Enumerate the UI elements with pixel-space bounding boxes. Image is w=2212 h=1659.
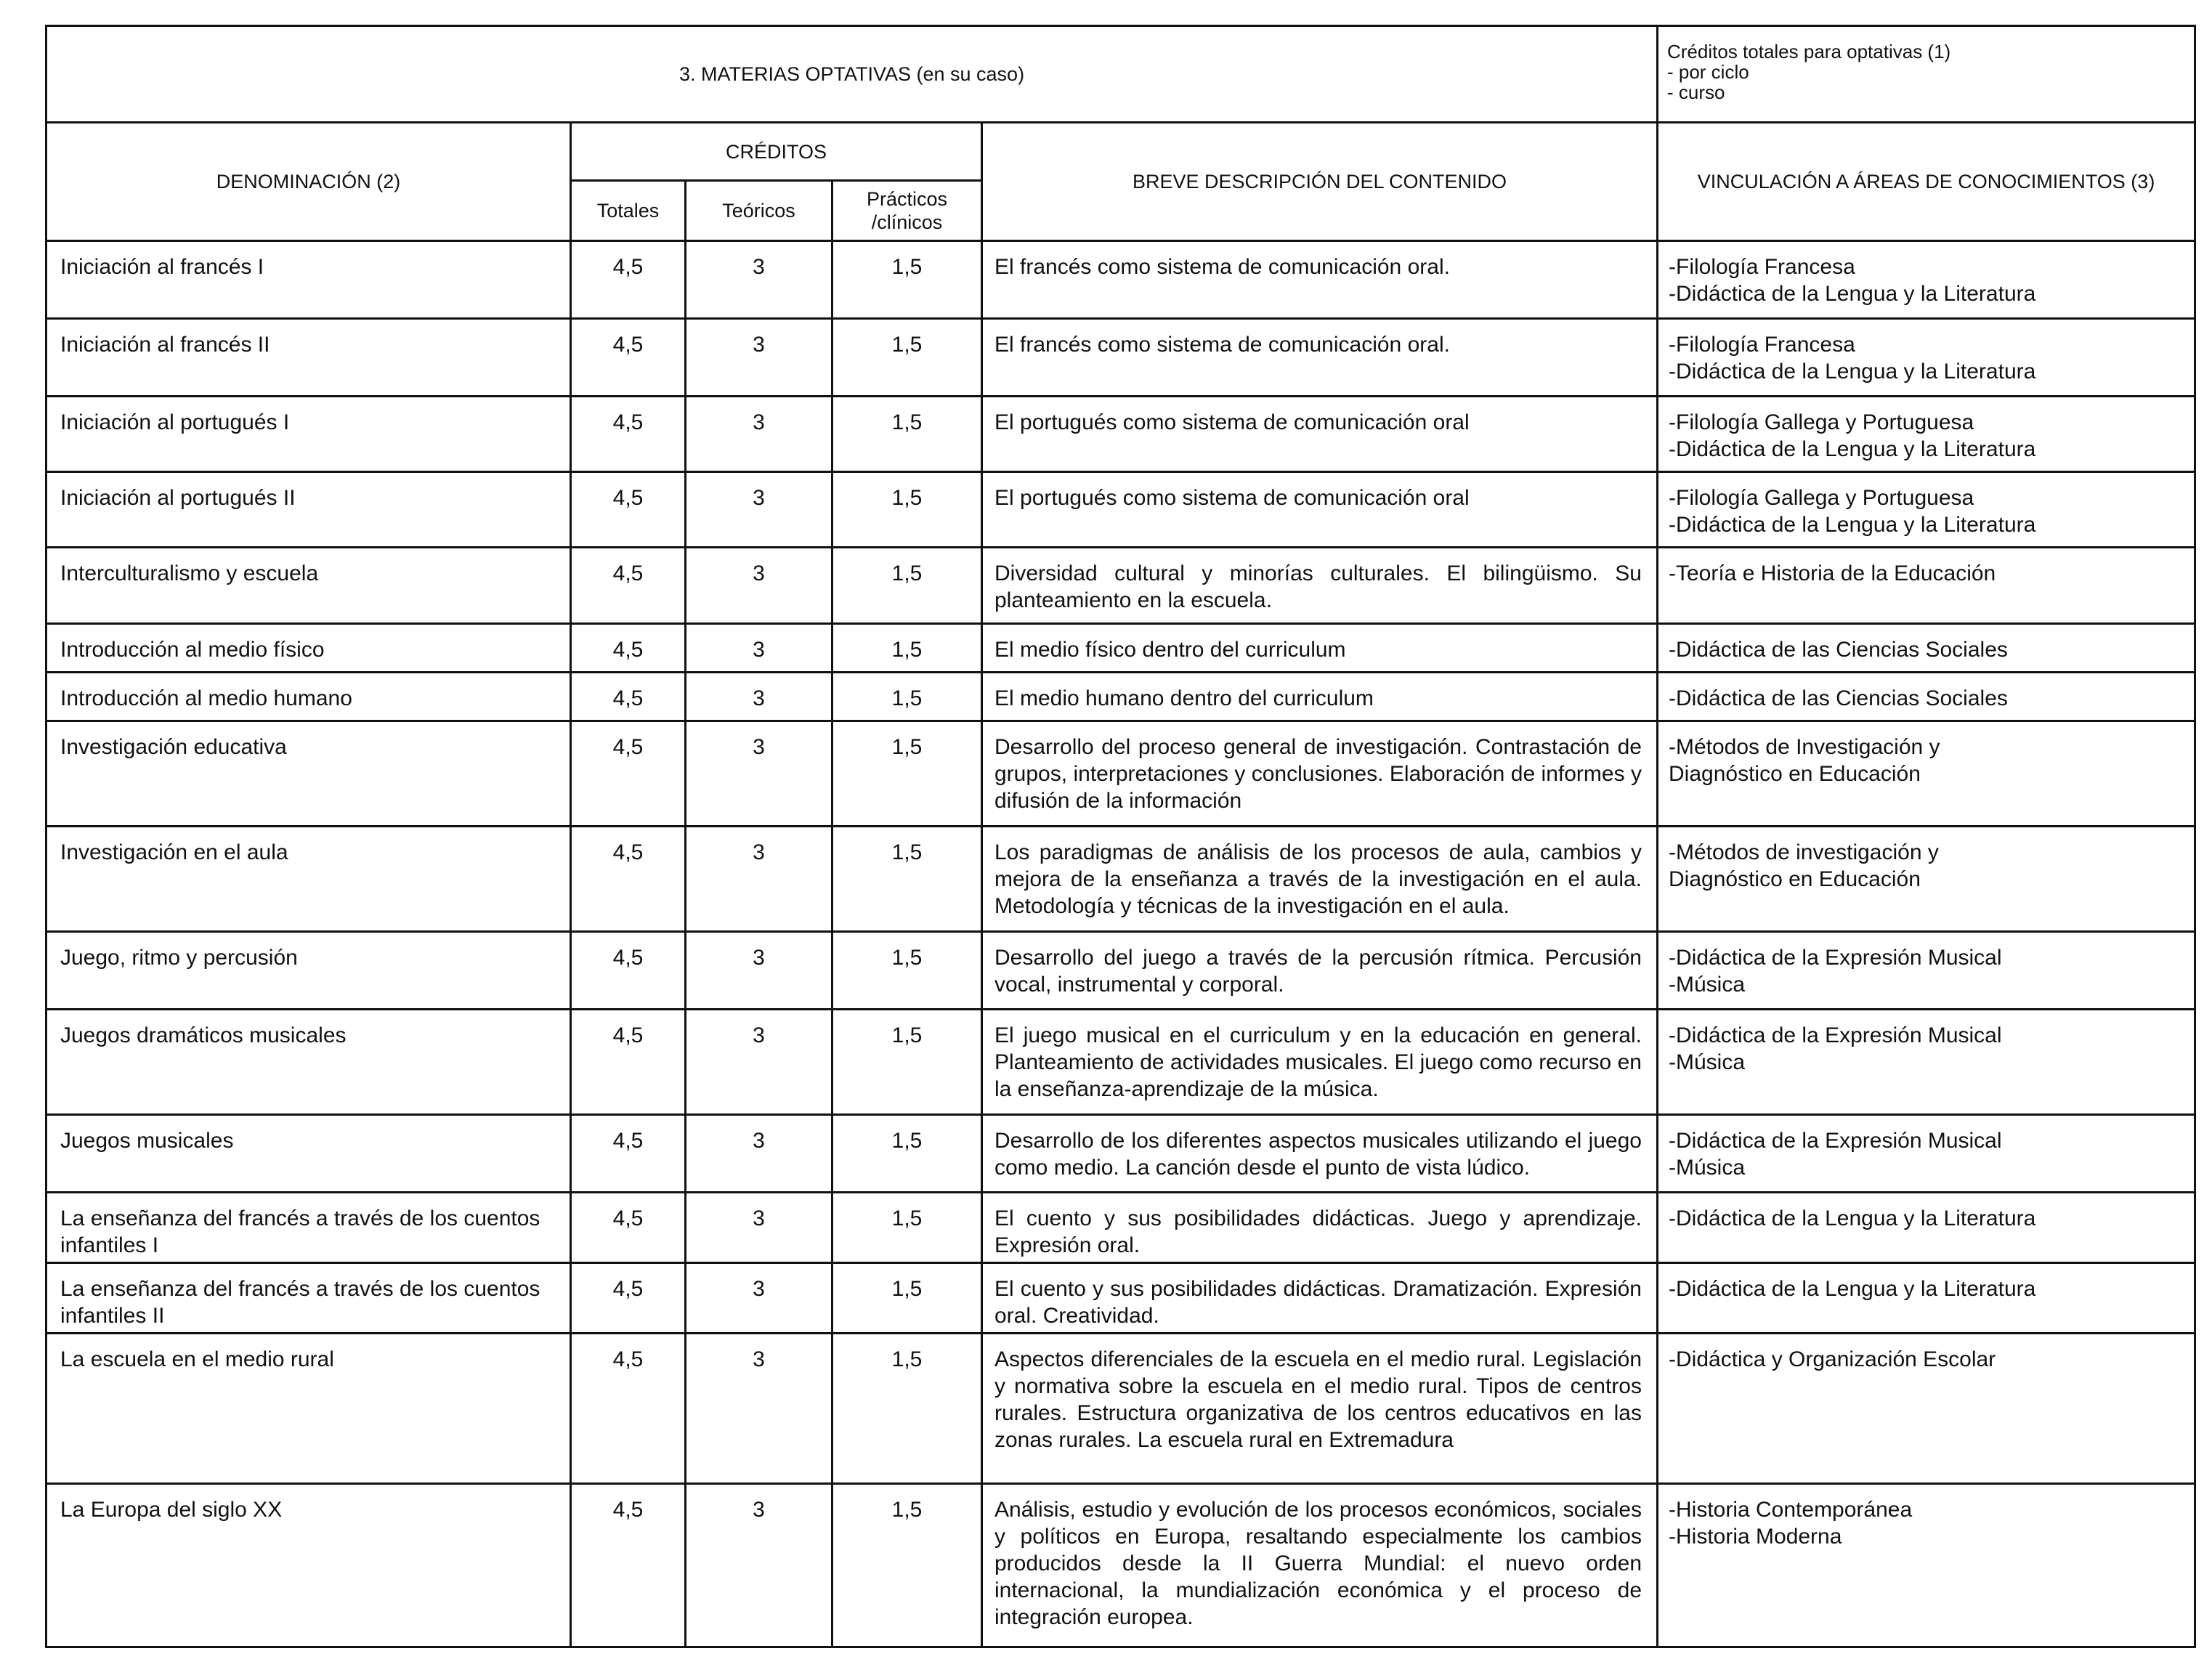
knowledge-areas bbox=[1658, 624, 2195, 673]
credits-totales: 4,5 bbox=[571, 1263, 686, 1334]
knowledge-area: -Didáctica de la Lengua y la Literatura bbox=[1669, 1277, 2036, 1301]
section-title: 3. MATERIAS OPTATIVAS (en su caso) bbox=[46, 26, 1658, 123]
knowledge-areas bbox=[1658, 1193, 2195, 1263]
content-description: El medio físico dentro del curriculum bbox=[982, 624, 1658, 673]
credits-totales: 4,5 bbox=[571, 1334, 686, 1484]
knowledge-area: -Música bbox=[1669, 1156, 1746, 1180]
credits-practicos: 1,5 bbox=[832, 932, 982, 1010]
credits-total-line3: - curso bbox=[1667, 81, 1725, 103]
credits-totales: 4,5 bbox=[571, 1484, 686, 1647]
content-description: El francés como sistema de comunicación oral. bbox=[982, 319, 1658, 397]
credits-teoricos: 3 bbox=[686, 1010, 832, 1115]
credits-practicos: 1,5 bbox=[832, 1193, 982, 1263]
content-description: Los paradigmas de análisis de los procesos de aula, cambios y mejora de la enseñanza a través de la investigación en el aula. Metodología y técnicas de la investigación en el aula. bbox=[982, 827, 1658, 932]
section-header-row bbox=[46, 26, 2195, 123]
credits-teoricos: 3 bbox=[686, 1334, 832, 1484]
credits-totales: 4,5 bbox=[571, 721, 686, 827]
subject-name: Introducción al medio físico bbox=[46, 624, 571, 673]
credits-teoricos: 3 bbox=[686, 673, 832, 721]
credits-practicos: 1,5 bbox=[832, 397, 982, 472]
knowledge-areas bbox=[1658, 1484, 2195, 1647]
header-practicos-line2: /clínicos bbox=[871, 211, 943, 233]
knowledge-area: -Didáctica de las Ciencias Sociales bbox=[1669, 638, 2008, 662]
table-row bbox=[46, 241, 2195, 319]
subject-name: Iniciación al francés I bbox=[46, 241, 571, 319]
knowledge-area: -Música bbox=[1669, 1050, 1746, 1074]
credits-totales: 4,5 bbox=[571, 472, 686, 548]
credits-totales: 4,5 bbox=[571, 319, 686, 397]
subject-name: La Europa del siglo XX bbox=[46, 1484, 571, 1647]
credits-practicos: 1,5 bbox=[832, 1115, 982, 1193]
credits-practicos: 1,5 bbox=[832, 241, 982, 319]
content-description: Desarrollo del juego a través de la percusión rítmica. Percusión vocal, instrumental y corporal. bbox=[982, 932, 1658, 1010]
knowledge-area: -Didáctica de las Ciencias Sociales bbox=[1669, 686, 2008, 710]
credits-practicos: 1,5 bbox=[832, 548, 982, 624]
credits-total-line1: Créditos totales para optativas (1) bbox=[1667, 41, 1951, 62]
credits-totales: 4,5 bbox=[571, 673, 686, 721]
knowledge-area: -Didáctica de la Lengua y la Literatura bbox=[1669, 360, 2036, 384]
credits-practicos: 1,5 bbox=[832, 1484, 982, 1647]
subject-name: Iniciación al portugués I bbox=[46, 397, 571, 472]
subject-name: Iniciación al portugués II bbox=[46, 472, 571, 548]
credits-teoricos: 3 bbox=[686, 241, 832, 319]
credits-teoricos: 3 bbox=[686, 1263, 832, 1334]
credits-practicos: 1,5 bbox=[832, 624, 982, 673]
subject-name: La enseñanza del francés a través de los cuentos infantiles I bbox=[46, 1193, 571, 1263]
content-description: El francés como sistema de comunicación oral. bbox=[982, 241, 1658, 319]
knowledge-areas bbox=[1658, 397, 2195, 472]
content-description: El cuento y sus posibilidades didácticas. Juego y aprendizaje. Expresión oral. bbox=[982, 1193, 1658, 1263]
header-descripcion: BREVE DESCRIPCIÓN DEL CONTENIDO bbox=[982, 123, 1658, 241]
table-row bbox=[46, 624, 2195, 673]
knowledge-area: -Música bbox=[1669, 973, 1746, 997]
column-header-row-1 bbox=[46, 123, 2195, 181]
header-practicos bbox=[832, 181, 982, 241]
content-description: El medio humano dentro del curriculum bbox=[982, 673, 1658, 721]
credits-teoricos: 3 bbox=[686, 548, 832, 624]
knowledge-areas bbox=[1658, 548, 2195, 624]
credits-practicos: 1,5 bbox=[832, 721, 982, 827]
credits-teoricos: 3 bbox=[686, 1193, 832, 1263]
table-row bbox=[46, 1263, 2195, 1334]
knowledge-area: -Métodos de investigación y bbox=[1669, 840, 1939, 864]
subject-name: Juegos dramáticos musicales bbox=[46, 1010, 571, 1115]
knowledge-area: -Teoría e Historia de la Educación bbox=[1669, 561, 1996, 585]
table-row bbox=[46, 932, 2195, 1010]
content-description: El portugués como sistema de comunicación oral bbox=[982, 397, 1658, 472]
content-description: El cuento y sus posibilidades didácticas. Dramatización. Expresión oral. Creatividad. bbox=[982, 1263, 1658, 1334]
subject-name: Introducción al medio humano bbox=[46, 673, 571, 721]
table-row bbox=[46, 1010, 2195, 1115]
optativas-document bbox=[45, 25, 2194, 1648]
credits-teoricos: 3 bbox=[686, 827, 832, 932]
knowledge-areas bbox=[1658, 1334, 2195, 1484]
knowledge-area: Diagnóstico en Educación bbox=[1669, 867, 1921, 891]
table-row bbox=[46, 1484, 2195, 1647]
credits-teoricos: 3 bbox=[686, 1484, 832, 1647]
knowledge-areas bbox=[1658, 721, 2195, 827]
subject-name: Investigación en el aula bbox=[46, 827, 571, 932]
credits-totales: 4,5 bbox=[571, 827, 686, 932]
table-body bbox=[46, 26, 2195, 1647]
credits-teoricos: 3 bbox=[686, 472, 832, 548]
knowledge-area: -Didáctica de la Lengua y la Literatura bbox=[1669, 437, 2036, 461]
credits-teoricos: 3 bbox=[686, 319, 832, 397]
credits-practicos: 1,5 bbox=[832, 827, 982, 932]
knowledge-areas bbox=[1658, 932, 2195, 1010]
credits-practicos: 1,5 bbox=[832, 1010, 982, 1115]
credits-totales: 4,5 bbox=[571, 624, 686, 673]
subject-name: Iniciación al francés II bbox=[46, 319, 571, 397]
table-row bbox=[46, 548, 2195, 624]
knowledge-areas bbox=[1658, 673, 2195, 721]
content-description: Desarrollo de los diferentes aspectos musicales utilizando el juego como medio. La canción desde el punto de vista lúdico. bbox=[982, 1115, 1658, 1193]
credits-teoricos: 3 bbox=[686, 721, 832, 827]
content-description: El juego musical en el curriculum y en la educación en general. Planteamiento de actividades musicales. El juego como recurso en la enseñanza-aprendizaje de la música. bbox=[982, 1010, 1658, 1115]
knowledge-area: -Métodos de Investigación y bbox=[1669, 735, 1940, 759]
knowledge-areas bbox=[1658, 1115, 2195, 1193]
subject-name: La escuela en el medio rural bbox=[46, 1334, 571, 1484]
credits-totales: 4,5 bbox=[571, 548, 686, 624]
credits-practicos: 1,5 bbox=[832, 472, 982, 548]
table-row bbox=[46, 673, 2195, 721]
knowledge-area: -Didáctica de la Expresión Musical bbox=[1669, 1023, 2002, 1047]
table-row bbox=[46, 1334, 2195, 1484]
table-row bbox=[46, 472, 2195, 548]
credits-totales: 4,5 bbox=[571, 1115, 686, 1193]
table-row bbox=[46, 319, 2195, 397]
content-description: Desarrollo del proceso general de investigación. Contrastación de grupos, interpretaciones y conclusiones. Elaboración de informes y difusión de la información bbox=[982, 721, 1658, 827]
header-creditos: CRÉDITOS bbox=[571, 123, 982, 181]
subject-name: La enseñanza del francés a través de los cuentos infantiles II bbox=[46, 1263, 571, 1334]
credits-totales: 4,5 bbox=[571, 1193, 686, 1263]
content-description: Diversidad cultural y minorías culturales. El bilingüismo. Su planteamiento en la escuela. bbox=[982, 548, 1658, 624]
content-description: Análisis, estudio y evolución de los procesos económicos, sociales y políticos en Europa, resaltando especialmente los cambios producidos desde la II Guerra Mundial: el nuevo orden internacional, la mundialización económica y el proceso de integración europea. bbox=[982, 1484, 1658, 1647]
credits-totales: 4,5 bbox=[571, 241, 686, 319]
optativas-table bbox=[45, 25, 2196, 1648]
subject-name: Juegos musicales bbox=[46, 1115, 571, 1193]
table-row bbox=[46, 397, 2195, 472]
credits-totales: 4,5 bbox=[571, 1010, 686, 1115]
content-description: Aspectos diferenciales de la escuela en el medio rural. Legislación y normativa sobre la escuela en el medio rural. Tipos de centros rurales. Estructura organizativa de los centros educativos en las zonas rurales. La escuela rural en Extremadura bbox=[982, 1334, 1658, 1484]
credits-practicos: 1,5 bbox=[832, 1263, 982, 1334]
credits-practicos: 1,5 bbox=[832, 319, 982, 397]
table-row bbox=[46, 1115, 2195, 1193]
table-row bbox=[46, 721, 2195, 827]
subject-name: Interculturalismo y escuela bbox=[46, 548, 571, 624]
knowledge-areas bbox=[1658, 827, 2195, 932]
credits-totales: 4,5 bbox=[571, 397, 686, 472]
credits-totales: 4,5 bbox=[571, 932, 686, 1010]
subject-name: Investigación educativa bbox=[46, 721, 571, 827]
knowledge-area: Diagnóstico en Educación bbox=[1669, 762, 1921, 786]
knowledge-area: -Filología Gallega y Portuguesa bbox=[1669, 410, 1974, 434]
knowledge-area: -Didáctica de la Lengua y la Literatura bbox=[1669, 513, 2036, 537]
table-row bbox=[46, 827, 2195, 932]
credits-practicos: 1,5 bbox=[832, 1334, 982, 1484]
knowledge-areas bbox=[1658, 241, 2195, 319]
header-denominacion: DENOMINACIÓN (2) bbox=[46, 123, 571, 241]
knowledge-areas bbox=[1658, 1263, 2195, 1334]
content-description: El portugués como sistema de comunicación oral bbox=[982, 472, 1658, 548]
credits-practicos: 1,5 bbox=[832, 673, 982, 721]
credits-teoricos: 3 bbox=[686, 932, 832, 1010]
credits-teoricos: 3 bbox=[686, 624, 832, 673]
credits-teoricos: 3 bbox=[686, 397, 832, 472]
knowledge-area: -Filología Francesa bbox=[1669, 333, 1855, 357]
knowledge-area: -Filología Gallega y Portuguesa bbox=[1669, 486, 1974, 510]
header-teoricos: Teóricos bbox=[686, 181, 832, 241]
header-totales: Totales bbox=[571, 181, 686, 241]
knowledge-area: -Didáctica y Organización Escolar bbox=[1669, 1347, 1996, 1371]
knowledge-area: -Filología Francesa bbox=[1669, 255, 1855, 279]
subject-name: Juego, ritmo y percusión bbox=[46, 932, 571, 1010]
credits-total-line2: - por ciclo bbox=[1667, 61, 1749, 83]
credits-total-box bbox=[1658, 26, 2195, 123]
knowledge-area: -Didáctica de la Expresión Musical bbox=[1669, 1129, 2002, 1153]
knowledge-area: -Didáctica de la Lengua y la Literatura bbox=[1669, 282, 2036, 306]
credits-teoricos: 3 bbox=[686, 1115, 832, 1193]
knowledge-area: -Historia Contemporánea bbox=[1669, 1498, 1913, 1522]
knowledge-areas bbox=[1658, 472, 2195, 548]
knowledge-areas bbox=[1658, 319, 2195, 397]
knowledge-areas bbox=[1658, 1010, 2195, 1115]
knowledge-area: -Didáctica de la Lengua y la Literatura bbox=[1669, 1206, 2036, 1230]
header-practicos-line1: Prácticos bbox=[866, 188, 948, 210]
header-vinculacion: VINCULACIÓN A ÁREAS DE CONOCIMIENTOS (3) bbox=[1658, 123, 2195, 241]
knowledge-area: -Historia Moderna bbox=[1669, 1525, 1842, 1549]
knowledge-area: -Didáctica de la Expresión Musical bbox=[1669, 946, 2002, 970]
table-row bbox=[46, 1193, 2195, 1263]
